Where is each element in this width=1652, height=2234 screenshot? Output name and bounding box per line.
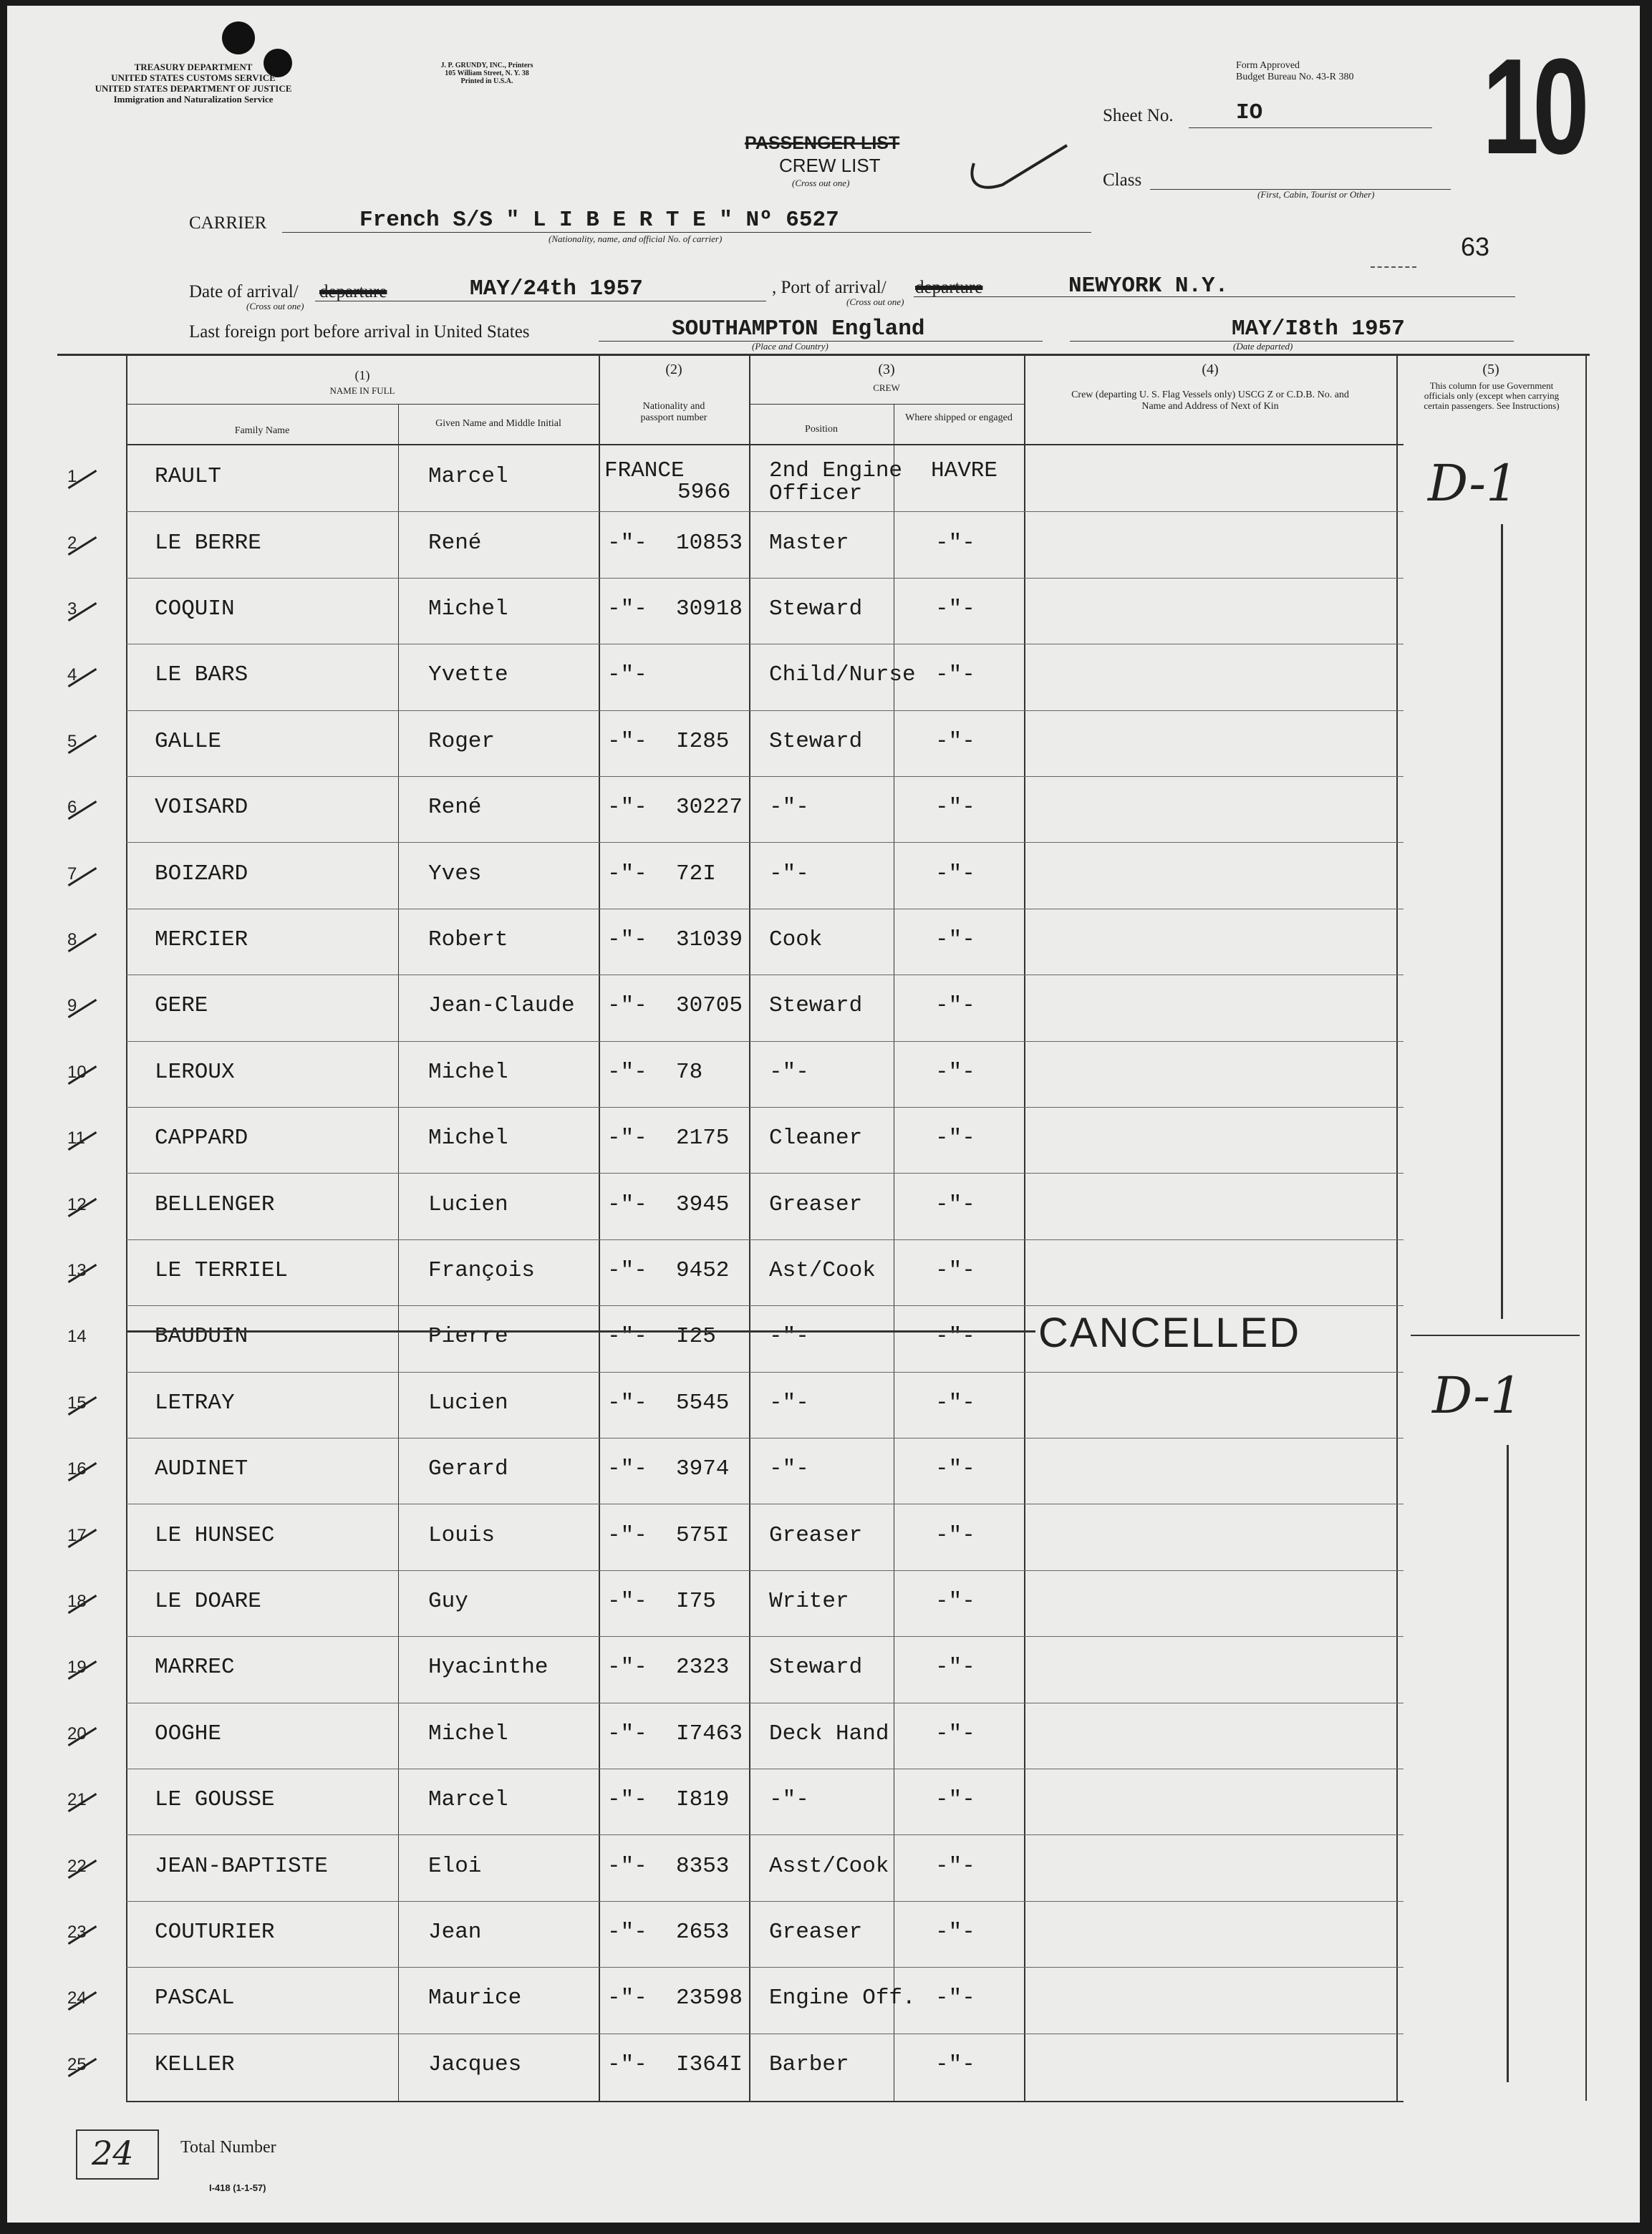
nationality: -"-	[607, 1390, 647, 1416]
position: Cook	[769, 927, 823, 952]
passport-number: I819	[676, 1787, 730, 1813]
agency-line: Immigration and Naturalization Service	[113, 94, 274, 105]
last-port-label: Last foreign port before arrival in United States	[189, 322, 530, 342]
dashed-line	[1371, 266, 1416, 268]
sheet-no-value: IO	[1236, 100, 1263, 125]
position-line2: Officer	[769, 481, 863, 506]
family-name: BOIZARD	[155, 861, 248, 886]
row-divider	[126, 1901, 1404, 1902]
col-divider	[1396, 355, 1398, 2101]
given-name-header: Given Name and Middle Initial	[435, 418, 561, 429]
passport-number: I285	[676, 728, 730, 754]
position: -"-	[769, 1390, 809, 1416]
row-number: 5	[67, 731, 77, 751]
row-number: 23	[67, 1923, 87, 1942]
where-shipped: -"-	[935, 1655, 975, 1681]
given-name: Michel	[428, 596, 508, 622]
where-shipped: -"-	[935, 1721, 975, 1746]
position: -"-	[769, 795, 809, 821]
cross-out-one: (Cross out one)	[792, 178, 850, 188]
nationality: -"-	[607, 596, 647, 622]
given-name: Hyacinthe	[428, 1655, 549, 1681]
where-shipped: -"-	[935, 1589, 975, 1614]
row-divider	[126, 710, 1404, 711]
total-label: Total Number	[180, 2138, 276, 2157]
carrier-caption: (Nationality, name, and official No. of carrier)	[549, 233, 723, 244]
date-label: Date of arrival/	[189, 282, 299, 301]
passport-number: I7463	[676, 1721, 743, 1746]
position: Steward	[769, 728, 863, 754]
where-shipped: -"-	[935, 530, 975, 556]
departed-value: MAY/I8th 1957	[1232, 316, 1405, 342]
sheet-big-number: 10	[1482, 31, 1583, 183]
family-name: LE BARS	[155, 662, 248, 688]
passport-number: 23598	[676, 1986, 743, 2011]
port-label: , Port of arrival/	[772, 278, 887, 297]
row-divider	[126, 776, 1404, 777]
where-shipped: -"-	[935, 596, 975, 622]
position: 2nd Engine	[769, 458, 903, 483]
family-name: AUDINET	[155, 1456, 248, 1482]
nationality: FRANCE	[604, 458, 685, 483]
family-name: COUTURIER	[155, 1920, 275, 1945]
printer-line: J. P. GRUNDY, INC., Printers	[440, 62, 533, 69]
where-shipped: -"-	[935, 1853, 975, 1879]
family-name: MARREC	[155, 1655, 235, 1681]
where-shipped: -"-	[935, 1787, 975, 1813]
nationality: -"-	[607, 1787, 647, 1813]
passport-number: I75	[676, 1589, 716, 1614]
port-value: NEWYORK N.Y.	[1068, 274, 1229, 299]
given-name: Eloi	[428, 1853, 482, 1879]
family-name: LEROUX	[155, 1059, 235, 1085]
family-name: COQUIN	[155, 596, 235, 622]
given-name: Gerard	[428, 1456, 508, 1482]
row-number: 17	[67, 1525, 87, 1545]
row-divider	[126, 511, 1404, 512]
printer-line: Printed in U.S.A.	[460, 77, 513, 85]
row-divider	[126, 1173, 1404, 1174]
col5-bracket-line	[1507, 1445, 1509, 2082]
header-subline	[749, 404, 1024, 405]
budget-bureau: Budget Bureau No. 43-R 380	[1236, 72, 1354, 82]
given-name: Lucien	[428, 1390, 508, 1416]
col-divider	[1024, 355, 1025, 2101]
nationality: -"-	[607, 1853, 647, 1879]
list-type: CREW LIST	[779, 155, 881, 176]
cancelled-stamp: CANCELLED	[1038, 1310, 1301, 1356]
nationality: -"-	[607, 2051, 647, 2077]
check-mark	[960, 135, 1081, 199]
position: Child/Nurse	[769, 662, 916, 688]
table-left-border	[126, 355, 127, 2101]
carrier-label: CARRIER	[189, 213, 267, 233]
position: -"-	[769, 1324, 809, 1350]
col5-header: This column for use Government officials only (except when carrying certain passengers. See Instructions)	[1424, 380, 1560, 411]
passport-number: I25	[676, 1324, 716, 1350]
nationality: -"-	[607, 662, 647, 688]
given-name: Guy	[428, 1589, 468, 1614]
list-type-crossed: PASSENGER LIST	[745, 133, 900, 153]
family-name: PASCAL	[155, 1986, 235, 2011]
form-code: I-418 (1-1-57)	[209, 2182, 266, 2193]
nationality: -"-	[607, 1589, 647, 1614]
row-number: 2	[67, 533, 77, 553]
sheet-no-line	[1189, 127, 1432, 128]
nationality: -"-	[607, 927, 647, 952]
agency-block	[50, 62, 337, 105]
passport-number: 5545	[676, 1390, 730, 1416]
position: -"-	[769, 1787, 809, 1813]
row-number: 19	[67, 1658, 87, 1678]
position: Deck Hand	[769, 1721, 889, 1746]
agency-line: TREASURY DEPARTMENT	[134, 62, 253, 72]
row-number: 21	[67, 1790, 87, 1810]
nationality: -"-	[607, 1920, 647, 1945]
cancel-strike-line	[1411, 1335, 1580, 1336]
passport-number: 2653	[676, 1920, 730, 1945]
where-shipped: -"-	[935, 1324, 975, 1350]
col5-mark-top: D-1	[1428, 454, 1518, 513]
where-shipped: -"-	[935, 1059, 975, 1085]
where-shipped: -"-	[935, 993, 975, 1019]
cancel-strike-line	[126, 1330, 1035, 1333]
given-name: Yves	[428, 861, 482, 886]
printer-block	[408, 62, 566, 85]
given-name: René	[428, 530, 482, 556]
position: Greaser	[769, 1191, 863, 1217]
family-name: LE HUNSEC	[155, 1522, 275, 1548]
table-bottom-line	[126, 2101, 1404, 2102]
position: Ast/Cook	[769, 1258, 876, 1283]
row-number: 24	[67, 1988, 87, 2008]
family-name: VOISARD	[155, 795, 248, 821]
given-name: Jean	[428, 1920, 482, 1945]
position: Steward	[769, 1655, 863, 1681]
col5-num: (5)	[1482, 362, 1499, 377]
last-port-caption: (Place and Country)	[752, 341, 829, 352]
where-shipped: -"-	[935, 1522, 975, 1548]
punch-hole	[222, 21, 255, 54]
row-number: 9	[67, 996, 77, 1016]
cross-out-one: (Cross out one)	[846, 296, 904, 307]
class-label: Class	[1103, 170, 1142, 190]
table-right-border	[1585, 355, 1587, 2101]
row-number: 16	[67, 1459, 87, 1479]
nationality: -"-	[607, 993, 647, 1019]
row-number: 15	[67, 1393, 87, 1413]
row-number: 1	[67, 467, 77, 487]
position: Asst/Cook	[769, 1853, 889, 1879]
passport-number: 575I	[676, 1522, 730, 1548]
total-value: 24	[92, 2134, 134, 2172]
nationality: -"-	[607, 1059, 647, 1085]
position: -"-	[769, 1456, 809, 1482]
given-name: Marcel	[428, 1787, 508, 1813]
given-name: Yvette	[428, 662, 508, 688]
row-number: 14	[67, 1327, 87, 1347]
passport-number: 5966	[677, 480, 731, 505]
nationality: -"-	[607, 1456, 647, 1482]
position: Engine Off.	[769, 1986, 916, 2011]
family-name: LE DOARE	[155, 1589, 261, 1614]
crew-header: CREW	[873, 382, 900, 393]
nationality: -"-	[607, 861, 647, 886]
position: Barber	[769, 2051, 849, 2077]
col5-bracket-line	[1501, 524, 1503, 1319]
position: Steward	[769, 993, 863, 1019]
family-name: LE TERRIEL	[155, 1258, 289, 1283]
nationality-header: Nationality and passport number	[640, 401, 707, 423]
given-name: Jacques	[428, 2051, 522, 2077]
printer-line: 105 William Street, N. Y. 38	[445, 69, 529, 77]
where-shipped: -"-	[935, 1126, 975, 1151]
passport-number: I364I	[676, 2051, 743, 2077]
row-number: 18	[67, 1592, 87, 1611]
carrier-value: French S/S " L I B E R T E " Nº 6527	[359, 208, 839, 233]
passport-number: 72I	[676, 861, 716, 886]
position: Greaser	[769, 1522, 863, 1548]
family-name: BAUDUIN	[155, 1324, 248, 1350]
agency-line: UNITED STATES DEPARTMENT OF JUSTICE	[95, 83, 292, 94]
given-name: Michel	[428, 1059, 508, 1085]
row-number: 22	[67, 1856, 87, 1876]
family-name: CAPPARD	[155, 1126, 248, 1151]
family-name: KELLER	[155, 2051, 235, 2077]
where-shipped: -"-	[935, 795, 975, 821]
nationality: -"-	[607, 1986, 647, 2011]
position: -"-	[769, 1059, 809, 1085]
departed-caption: (Date departed)	[1233, 341, 1293, 352]
where-shipped: -"-	[935, 1191, 975, 1217]
row-divider	[126, 1967, 1404, 1968]
col1-num: (1)	[354, 368, 370, 382]
col1-title: NAME IN FULL	[329, 385, 395, 396]
nationality: -"-	[607, 728, 647, 754]
family-name: BELLENGER	[155, 1191, 275, 1217]
given-name: Marcel	[428, 464, 508, 490]
row-number: 3	[67, 599, 77, 619]
passport-number: 3974	[676, 1456, 730, 1482]
nationality: -"-	[607, 1522, 647, 1548]
passport-number: 30227	[676, 795, 743, 821]
row-divider	[126, 1305, 1404, 1306]
col-divider	[599, 355, 600, 2101]
date-value: MAY/24th 1957	[470, 276, 643, 301]
given-name: René	[428, 795, 482, 821]
given-name: Roger	[428, 728, 496, 754]
passport-number: 8353	[676, 1853, 730, 1879]
where-shipped: -"-	[935, 861, 975, 886]
nationality: -"-	[607, 1191, 647, 1217]
passport-number: 9452	[676, 1258, 730, 1283]
passport-number: 10853	[676, 530, 743, 556]
where-shipped: -"-	[935, 728, 975, 754]
family-name: MERCIER	[155, 927, 248, 952]
position: Cleaner	[769, 1126, 863, 1151]
col3-num: (3)	[878, 362, 895, 377]
where-shipped: -"-	[935, 927, 975, 952]
position: Master	[769, 530, 849, 556]
passport-number: 31039	[676, 927, 743, 952]
family-name: GALLE	[155, 728, 222, 754]
row-number: 10	[67, 1062, 87, 1082]
given-name: Lucien	[428, 1191, 508, 1217]
given-name: Pierre	[428, 1324, 508, 1350]
col4-header: Crew (departing U. S. Flag Vessels only) USCG Z or C.D.B. No. and Name and Address of Next of Kin	[1071, 390, 1349, 412]
cross-out-one: (Cross out one)	[246, 301, 304, 311]
row-divider	[126, 1372, 1404, 1373]
position: Writer	[769, 1589, 849, 1614]
row-divider	[126, 1107, 1404, 1108]
header-bottom-line	[126, 444, 1404, 445]
where-shipped: -"-	[935, 2051, 975, 2077]
given-name: Jean-Claude	[428, 993, 575, 1019]
passport-number: 2175	[676, 1126, 730, 1151]
col-divider	[398, 404, 399, 2101]
nationality: -"-	[607, 1324, 647, 1350]
form-approved: Form Approved	[1236, 60, 1300, 71]
row-divider	[126, 578, 1404, 579]
col-divider	[749, 355, 750, 2101]
row-number: 4	[67, 665, 77, 685]
given-name: Michel	[428, 1126, 508, 1151]
row-divider	[126, 1570, 1404, 1571]
col5-mark-bottom: D-1	[1432, 1366, 1522, 1425]
last-port-value: SOUTHAMPTON England	[672, 316, 925, 342]
where-shipped: HAVRE	[931, 458, 998, 483]
nationality: -"-	[607, 1655, 647, 1681]
position: Steward	[769, 596, 863, 622]
given-name: Maurice	[428, 1986, 522, 2011]
passport-number: 3945	[676, 1191, 730, 1217]
position: Greaser	[769, 1920, 863, 1945]
nationality: -"-	[607, 795, 647, 821]
agency-line: UNITED STATES CUSTOMS SERVICE	[111, 72, 276, 83]
sheet-no-label: Sheet No.	[1103, 106, 1174, 125]
position: -"-	[769, 861, 809, 886]
class-hint: (First, Cabin, Tourist or Other)	[1257, 189, 1375, 200]
row-number: 12	[67, 1194, 87, 1214]
passport-number: 78	[676, 1059, 703, 1085]
family-name: RAULT	[155, 464, 222, 490]
family-name: GERE	[155, 993, 208, 1019]
where-shipped: -"-	[935, 662, 975, 688]
row-number: 6	[67, 798, 77, 818]
passport-number: 30705	[676, 993, 743, 1019]
row-number: 25	[67, 2054, 87, 2074]
row-number: 7	[67, 864, 77, 884]
family-name: OOGHE	[155, 1721, 222, 1746]
given-name: François	[428, 1258, 535, 1283]
row-divider	[126, 1041, 1404, 1042]
row-number: 13	[67, 1261, 87, 1280]
family-name: LETRAY	[155, 1390, 235, 1416]
row-number: 8	[67, 930, 77, 949]
family-name-header: Family Name	[234, 425, 290, 436]
nationality: -"-	[607, 1258, 647, 1283]
passport-number: 30918	[676, 596, 743, 622]
given-name: Michel	[428, 1721, 508, 1746]
row-divider	[126, 1239, 1404, 1240]
where-shipped: -"-	[935, 1390, 975, 1416]
family-name: LE BERRE	[155, 530, 261, 556]
row-divider	[126, 1834, 1404, 1835]
given-name: Robert	[428, 927, 508, 952]
family-name: LE GOUSSE	[155, 1787, 275, 1813]
header-subline	[126, 404, 599, 405]
family-name: JEAN-BAPTISTE	[155, 1853, 328, 1879]
where-shipped: -"-	[935, 1456, 975, 1482]
passport-number: 2323	[676, 1655, 730, 1681]
col4-num: (4)	[1202, 362, 1219, 377]
col2-num: (2)	[665, 362, 682, 377]
nationality: -"-	[607, 530, 647, 556]
where-shipped: -"-	[935, 1920, 975, 1945]
nationality: -"-	[607, 1721, 647, 1746]
side-number: 63	[1461, 232, 1490, 261]
crew-list-form	[7, 6, 1640, 2223]
given-name: Louis	[428, 1522, 496, 1548]
row-number: 11	[67, 1128, 85, 1149]
where-shipped-header: Where shipped or engaged	[905, 412, 1013, 423]
port-crossed: departure	[915, 278, 983, 297]
position-header: Position	[805, 424, 838, 435]
date-crossed: departure	[319, 282, 387, 301]
row-divider	[126, 842, 1404, 843]
where-shipped: -"-	[935, 1986, 975, 2011]
nationality: -"-	[607, 1126, 647, 1151]
row-number: 20	[67, 1723, 87, 1744]
row-divider	[126, 1636, 1404, 1637]
table-top-line	[57, 354, 1590, 356]
where-shipped: -"-	[935, 1258, 975, 1283]
